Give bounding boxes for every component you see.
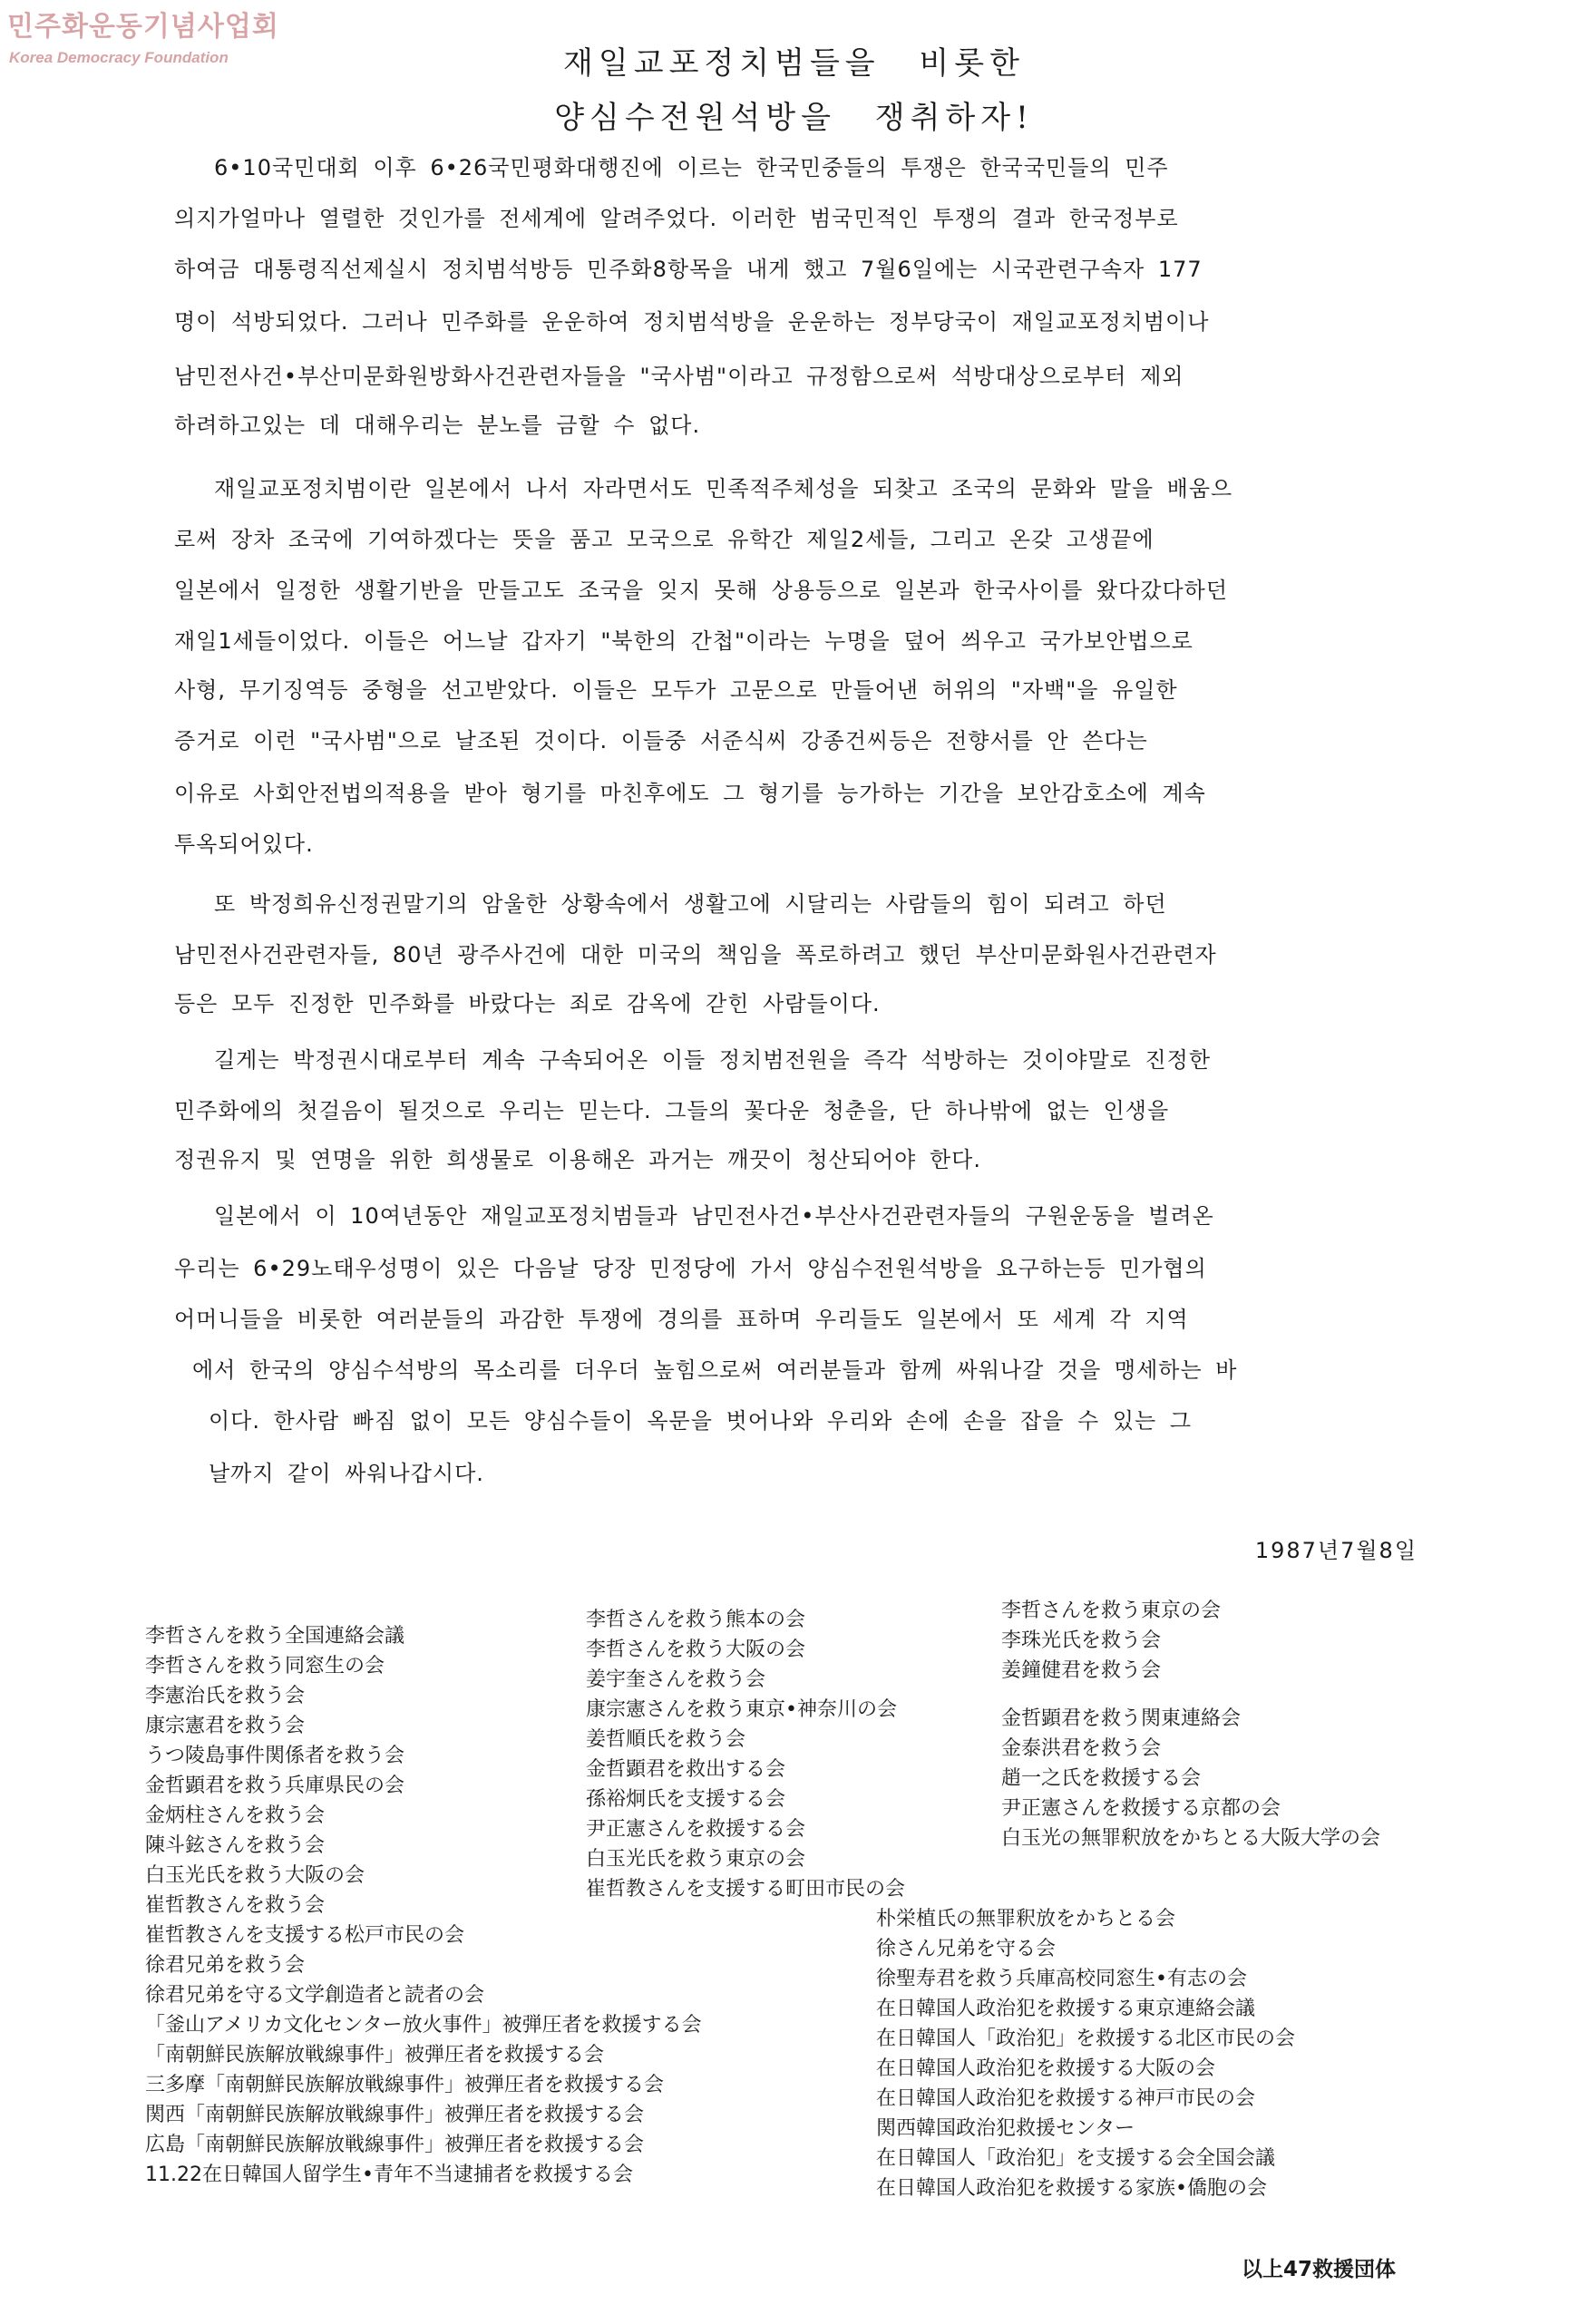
org-item: 崔哲教さんを救う会 (145, 1894, 326, 1917)
body-line: 이유로 사회안전법의적용을 받아 형기를 마친후에도 그 형기를 능가하는 기간을 보안감호소에 계속 (174, 781, 1206, 806)
org-item: 三多摩「南朝鮮民族解放戦線事件」被弾圧者を救援する会 (145, 2074, 665, 2096)
org-item: 李珠光氏を救う会 (1001, 1629, 1162, 1652)
body-line: 하여금 대통령직선제실시 정치범석방등 민주화8항목을 내게 했고 7월6일에는 시국관련구속자 177 (174, 257, 1203, 282)
org-item: 徐さん兄弟を守る会 (876, 1938, 1057, 1960)
body-line: 의지가얼마나 열렬한 것인가를 전세계에 알려주었다. 이러한 범국민적인 투쟁의 결과 한국정부로 (174, 206, 1179, 231)
org-item: 趙一之氏を救援する会 (1001, 1767, 1202, 1790)
org-item: 陳斗鉉さんを救う会 (145, 1834, 326, 1857)
org-item: 在日韓国人政治犯を救援する神戸市民の会 (876, 2087, 1256, 2110)
body-line: 우리는 6•29노태우성명이 있은 다음날 당장 민정당에 가서 양심수전원석방을 요구하는등 민가협의 (174, 1256, 1207, 1281)
body-line: 명이 석방되었다. 그러나 민주화를 운운하여 정치범석방을 운운하는 정부당국이 재일교포정치범이나 (174, 309, 1210, 335)
org-item: 李哲さんを救う熊本の会 (586, 1609, 806, 1631)
body-line: 등은 모두 진정한 민주화를 바랐다는 죄로 감옥에 갇힌 사람들이다. (174, 991, 881, 1016)
org-item: 在日韓国人政治犯を救援する大阪の会 (876, 2057, 1216, 2080)
org-item: 在日韓国人「政治犯」を救援する北区市民の会 (876, 2027, 1296, 2050)
org-item: 金哲顕君を救う関東連絡会 (1001, 1707, 1242, 1730)
body-line: 남민전사건관련자들, 80년 광주사건에 대한 미국의 책임을 폭로하려고 했던 부산미문화원사건관련자 (174, 942, 1217, 968)
org-item: 姜哲順氏を救う会 (586, 1728, 746, 1751)
org-item: 白玉光の無罪釈放をかちとる大阪大学の会 (1001, 1827, 1381, 1850)
body-line: 또 박정희유신정권말기의 암울한 상황속에서 생활고에 시달리는 사람들의 힘이 되려고 하던 (214, 891, 1167, 917)
body-line: 증거로 이런 "국사범"으로 날조된 것이다. 이들중 서준식씨 강종건씨등은 전향서를 안 쓴다는 (174, 728, 1148, 754)
org-item: 在日韓国人政治犯を救援する東京連絡会議 (876, 1998, 1256, 2020)
org-item: 徐聖寿君を救う兵庫高校同窓生•有志の会 (876, 1968, 1247, 1990)
body-line: 일본에서 이 10여년동안 재일교포정치범들과 남민전사건•부산사건관련자들의 구원운동을 벌려온 (214, 1203, 1214, 1229)
body-line: 길게는 박정권시대로부터 계속 구속되어온 이들 정치범전원을 즉각 석방하는 것이야말로 진정한 (214, 1047, 1212, 1073)
body-line: 날까지 같이 싸워나갑시다. (209, 1461, 484, 1486)
org-item: 李哲さんを救う全国連絡会議 (145, 1625, 405, 1648)
org-item: 崔哲教さんを支援する松戸市民の会 (145, 1924, 465, 1947)
org-item: 尹正憲さんを救援する会 (586, 1818, 806, 1841)
org-item: 姜鐘健君を救う会 (1001, 1659, 1162, 1682)
org-gap (1001, 1686, 1380, 1704)
body-line: 로써 장차 조국에 기여하겠다는 뜻을 품고 모국으로 유학간 제일2세들, 그리고 온갖 고생끝에 (174, 527, 1154, 552)
org-item: 白玉光氏を救う東京の会 (586, 1848, 806, 1871)
org-item: 11.22在日韓国人留学生•青年不当逮捕者を救援する会 (145, 2164, 633, 2186)
org-item: 康宗憲さんを救う東京•神奈川の会 (586, 1698, 897, 1721)
org-item: 姜宇奎さんを救う会 (586, 1668, 766, 1691)
body-line: 투옥되어있다. (174, 831, 314, 857)
org-item: 金炳柱さんを救う会 (145, 1804, 326, 1827)
organization-count: 以上47救援団体 (1241, 2258, 1396, 2281)
org-item: 康宗憲君を救う会 (145, 1715, 306, 1737)
org-item: 朴栄植氏の無罪釈放をかちとる会 (876, 1908, 1176, 1930)
org-item: 李哲さんを救う同窓生の会 (145, 1655, 385, 1677)
org-item: 李哲さんを救う東京の会 (1001, 1600, 1222, 1622)
org-item: 「南朝鮮民族解放戦線事件」被弾圧者を救援する会 (145, 2044, 605, 2066)
org-item: 広島「南朝鮮民族解放戦線事件」被弾圧者を救援する会 (145, 2134, 645, 2156)
org-item: 関西韓国政治犯救援センター (876, 2117, 1135, 2140)
org-item: 金泰洪君を救う会 (1001, 1737, 1162, 1760)
org-column-2 (586, 1605, 905, 1904)
body-line: 민주화에의 첫걸음이 될것으로 우리는 믿는다. 그들의 꽃다운 청춘을, 단 하나밖에 없는 인생을 (174, 1098, 1170, 1123)
org-column-4 (876, 1904, 1295, 2203)
org-item: 崔哲教さんを支援する町田市民の会 (586, 1878, 906, 1901)
org-item: 在日韓国人政治犯を救援する家族•僑胞の会 (876, 2177, 1267, 2200)
org-item: 李憲治氏を救う会 (145, 1685, 306, 1707)
title-line-2: 양심수전원석방을 쟁취하자! (554, 100, 1034, 136)
org-item: 李哲さんを救う大阪の会 (586, 1638, 806, 1661)
org-item: 金哲顕君を救う兵庫県民の会 (145, 1775, 405, 1797)
org-item: 「釜山アメリカ文化センター放火事件」被弾圧者を救援する会 (145, 2014, 702, 2037)
org-item: 在日韓国人「政治犯」を支援する会全国会議 (876, 2147, 1276, 2170)
org-item: 白玉光氏を救う大阪の会 (145, 1864, 365, 1887)
org-item: 徐君兄弟を守る文学創造者と読者の会 (145, 1984, 485, 2007)
org-column-3 (1001, 1596, 1380, 1853)
watermark-korean: 민주화운동기념사업회 (7, 11, 279, 43)
body-line: 정권유지 및 연명을 위한 희생물로 이용해온 과거는 깨끗이 청산되어야 한다. (174, 1147, 981, 1172)
org-item: 金哲顕君を救出する会 (586, 1758, 786, 1781)
body-line: 재일교포정치범이란 일본에서 나서 자라면서도 민족적주체성을 되찾고 조국의 문화와 말을 배움으 (214, 476, 1233, 501)
title-line-1: 재일교포정치범들을 비롯한 (563, 45, 1025, 82)
org-item: 尹正憲さんを救援する京都の会 (1001, 1797, 1281, 1820)
body-line: 이다. 한사람 빠짐 없이 모든 양심수들이 옥문을 벗어나와 우리와 손에 손을 잡을 수 있는 그 (209, 1408, 1193, 1434)
body-line: 사형, 무기징역등 중형을 선고받았다. 이들은 모두가 고문으로 만들어낸 허위의 "자백"을 유일한 (174, 677, 1178, 703)
org-item: うつ陵島事件関係者を救う会 (145, 1745, 405, 1767)
body-line: 6•10국민대회 이후 6•26국민평화대행진에 이르는 한국민중들의 투쟁은 한국국민들의 민주 (214, 155, 1169, 180)
body-line: 하려하고있는 데 대해우리는 분노를 금할 수 없다. (174, 413, 701, 438)
org-item: 徐君兄弟を救う会 (145, 1954, 306, 1977)
body-line: 남민전사건•부산미문화원방화사건관련자들을 "국사범"이라고 규정함으로써 석방대상으로부터 제외 (174, 364, 1184, 389)
body-line: 에서 한국의 양심수석방의 목소리를 더우더 높힘으로써 여러분들과 함께 싸워나갈 것을 맹세하는 바 (192, 1357, 1238, 1383)
org-item: 孫裕炯氏を支援する会 (586, 1788, 786, 1811)
body-line: 어머니들을 비롯한 여러분들의 과감한 투쟁에 경의를 표하며 우리들도 일본에서 또 세계 각 지역 (174, 1307, 1189, 1332)
statement-date: 1987년7월8일 (1254, 1538, 1418, 1563)
watermark-english: Korea Democracy Foundation (9, 49, 229, 66)
org-item: 関西「南朝鮮民族解放戦線事件」被弾圧者を救援する会 (145, 2104, 645, 2126)
body-line: 일본에서 일정한 생활기반을 만들고도 조국을 잊지 못해 상용등으로 일본과 한국사이를 왔다갔다하던 (174, 578, 1229, 603)
body-line: 재일1세들이었다. 이들은 어느날 갑자기 "북한의 간첩"이라는 누명을 덮어 씌우고 국가보안법으로 (174, 628, 1193, 654)
